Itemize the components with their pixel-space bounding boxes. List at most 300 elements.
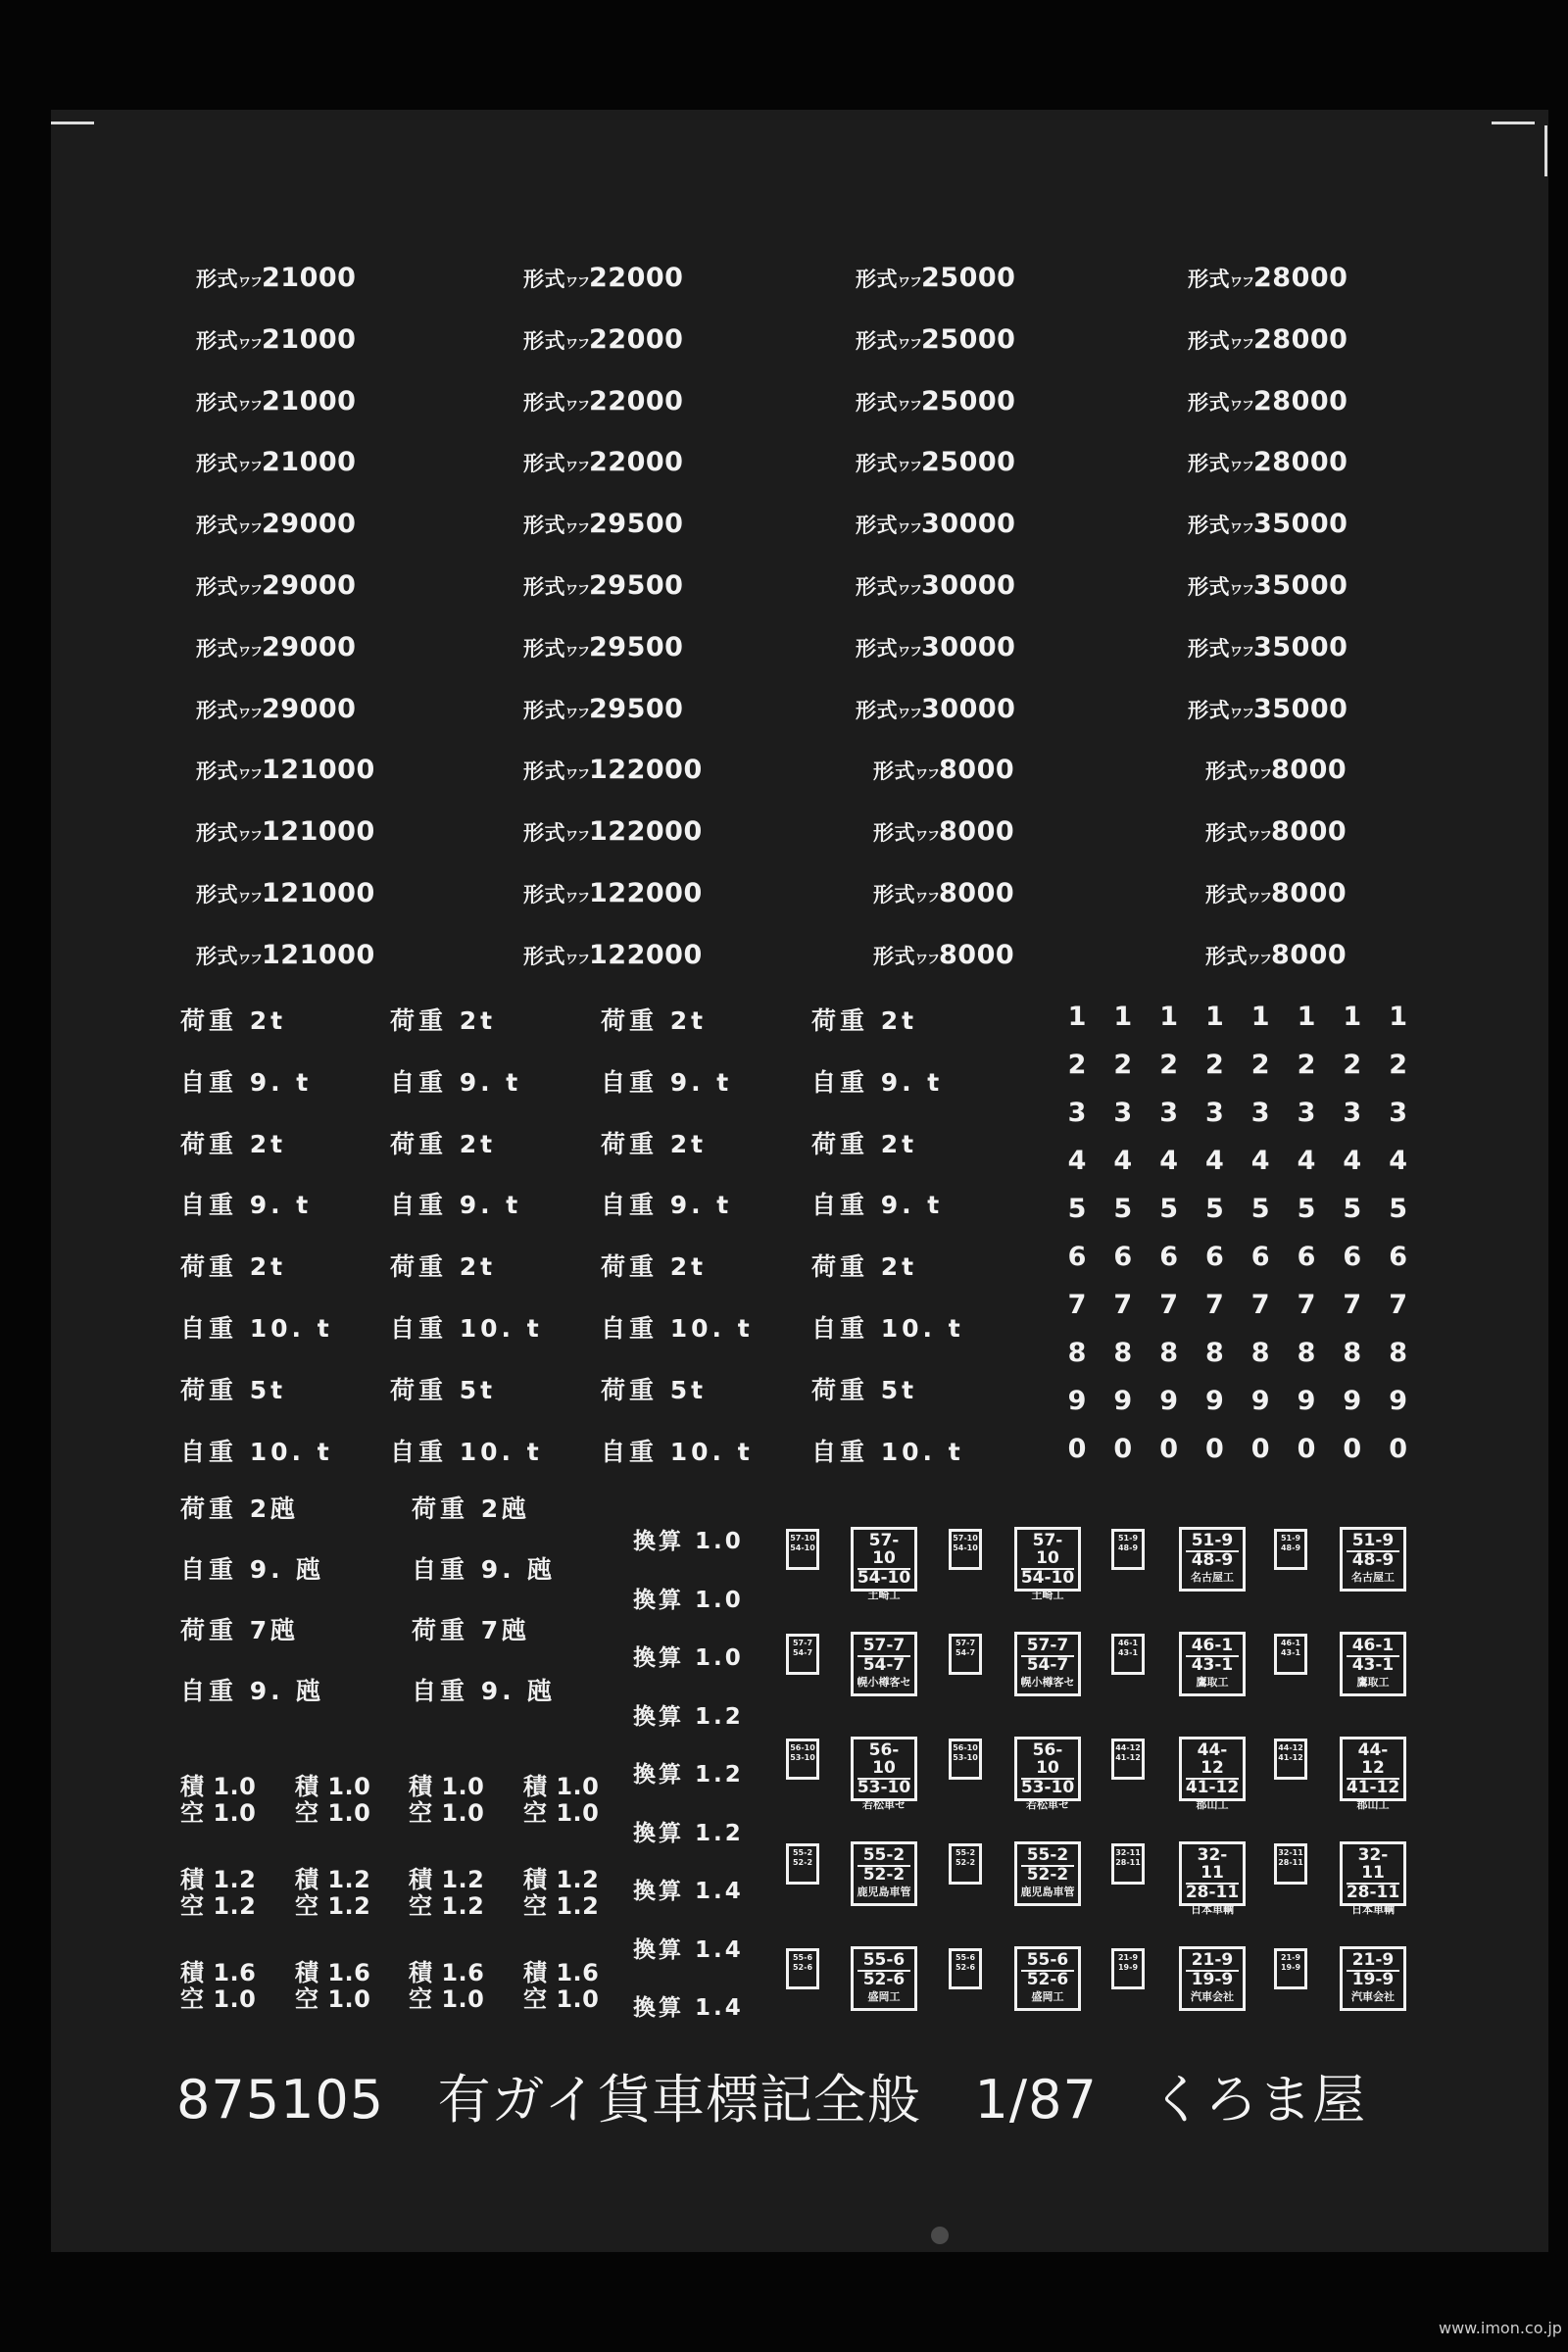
small-plate-bottom: 41-12 [1278, 1753, 1303, 1762]
digit-cell: 9 [1159, 1386, 1178, 1416]
type-marking [196, 816, 375, 847]
type-kana: ワフ [238, 829, 263, 845]
type-prefix: 形式 [873, 883, 915, 906]
type-number: 28000 [1253, 263, 1348, 293]
type-marking [873, 816, 1014, 847]
type-prefix: 形式 [1188, 452, 1230, 476]
type-kana: ワフ [238, 275, 263, 290]
type-kana: ワフ [238, 706, 263, 721]
plate-line-3: 日本車輌 [1351, 1902, 1395, 1916]
conversion-marking: 換算 1.4 [633, 1936, 744, 1963]
plate-line-3: 幌小樽客セ [1020, 1675, 1075, 1689]
conversion-marking: 換算 1.4 [633, 1995, 744, 2021]
digit-cell: 5 [1389, 1194, 1407, 1224]
digit-cell: 0 [1343, 1434, 1362, 1464]
digit-cell: 9 [1113, 1386, 1133, 1416]
weight-marking: 荷重 5t [390, 1375, 497, 1404]
sheet-edge-mark [1544, 125, 1547, 176]
type-kana: ワフ [898, 460, 922, 475]
type-marking [1188, 447, 1348, 477]
type-prefix: 形式 [523, 328, 565, 353]
digit-cell: 7 [1067, 1290, 1087, 1320]
ratio-loaded: 積 1.0 [180, 1773, 257, 1800]
plate-line-2: 54-7 [862, 1654, 906, 1675]
conversion-marking: 換算 1.0 [633, 1529, 744, 1554]
type-number: 35000 [1253, 693, 1348, 724]
type-marking [856, 447, 1015, 477]
small-plate [1111, 1634, 1145, 1675]
type-marking [523, 509, 683, 539]
plate-line-1: 51-9 [1347, 1533, 1399, 1552]
plate-line-2: 53-10 [1020, 1777, 1075, 1797]
type-number: 25000 [921, 447, 1016, 478]
type-marking [196, 263, 356, 293]
type-kana: ワフ [238, 460, 263, 475]
type-number: 29500 [589, 693, 684, 724]
digit-cell: 0 [1250, 1434, 1270, 1464]
type-marking [196, 632, 356, 662]
koku-marking: 荷重 7瓲 [180, 1616, 300, 1644]
small-plate-bottom: 53-10 [790, 1753, 815, 1762]
weight-marking: 自重 10. t [180, 1314, 333, 1343]
sheet-title [176, 2058, 1366, 2133]
type-marking [1188, 386, 1348, 416]
plate-line-1: 56-10 [858, 1742, 910, 1780]
small-plate [786, 1948, 819, 1989]
decal-sheet [51, 110, 1548, 2252]
brake-ratio-marking [180, 1774, 256, 1827]
inspection-plate [851, 1737, 917, 1811]
weight-marking: 荷重 2t [811, 1252, 918, 1282]
weight-marking: 自重 9. t [601, 1191, 733, 1220]
digit-cell: 0 [1159, 1434, 1178, 1464]
small-plate-top: 32-11 [1115, 1848, 1141, 1857]
digit-cell: 3 [1343, 1098, 1362, 1128]
digit-cell: 9 [1343, 1386, 1362, 1416]
type-marking [856, 509, 1015, 539]
type-number: 122000 [589, 939, 703, 970]
plate-line-1: 44-12 [1347, 1742, 1399, 1780]
small-plate [1274, 1843, 1307, 1885]
type-prefix: 形式 [1188, 698, 1230, 722]
type-kana: ワフ [565, 829, 590, 845]
inspection-plate [1014, 1841, 1081, 1906]
digit-cell: 0 [1204, 1434, 1224, 1464]
digit-cell: 9 [1297, 1386, 1316, 1416]
type-kana: ワフ [565, 891, 590, 906]
type-prefix: 形式 [1188, 268, 1230, 291]
digit-cell: 4 [1067, 1146, 1087, 1176]
digit-cell: 6 [1297, 1242, 1316, 1272]
type-marking [196, 940, 375, 970]
digit-cell: 2 [1067, 1050, 1087, 1080]
type-prefix: 形式 [196, 452, 238, 476]
type-kana: ワフ [238, 521, 263, 537]
ratio-empty: 空 1.0 [295, 1799, 371, 1827]
type-marking [1205, 878, 1347, 908]
ratio-empty: 空 1.2 [409, 1892, 485, 1920]
ratio-loaded: 積 1.2 [180, 1866, 257, 1893]
small-plate [786, 1739, 819, 1780]
small-plate-bottom: 54-7 [792, 1648, 813, 1657]
type-number: 29000 [262, 693, 357, 724]
type-prefix: 形式 [196, 698, 238, 722]
scale-label: 1/87 [974, 2069, 1098, 2131]
type-prefix: 形式 [196, 575, 238, 599]
type-kana: ワフ [898, 521, 922, 537]
type-marking [856, 570, 1015, 601]
koku-marking: 自重 9. 瓲 [180, 1677, 325, 1705]
type-marking [523, 694, 683, 724]
small-plate [786, 1634, 819, 1675]
maker-label: くろま屋 [1151, 2069, 1367, 2131]
plate-line-2: 54-10 [1020, 1567, 1075, 1588]
small-plate [1274, 1634, 1307, 1675]
plate-line-2: 52-6 [1026, 1969, 1069, 1989]
type-prefix: 形式 [523, 944, 565, 968]
type-number: 8000 [939, 816, 1015, 848]
weight-marking: 荷重 2t [180, 1006, 287, 1035]
digit-cell: 4 [1297, 1146, 1316, 1176]
type-kana: ワフ [1230, 583, 1254, 598]
type-prefix: 形式 [856, 328, 898, 353]
type-prefix: 形式 [523, 760, 565, 784]
digit-cell: 1 [1250, 1002, 1270, 1032]
digit-cell: 5 [1250, 1194, 1270, 1224]
type-prefix: 形式 [856, 636, 898, 661]
type-prefix: 形式 [856, 452, 898, 476]
small-plate-top: 44-12 [1278, 1743, 1303, 1752]
ratio-loaded: 積 1.6 [180, 1959, 257, 1986]
digit-cell: 7 [1343, 1290, 1362, 1320]
digit-cell: 7 [1297, 1290, 1316, 1320]
type-prefix: 形式 [873, 760, 915, 784]
digit-cell: 1 [1389, 1002, 1407, 1032]
type-marking [873, 755, 1014, 785]
ratio-empty: 空 1.2 [180, 1892, 257, 1920]
weight-marking: 荷重 2t [811, 1006, 918, 1035]
ratio-empty: 空 1.0 [409, 1985, 485, 2013]
plate-line-2: 43-1 [1351, 1654, 1395, 1675]
plate-line-2: 54-7 [1026, 1654, 1069, 1675]
digit-cell: 4 [1159, 1146, 1178, 1176]
ratio-empty: 空 1.0 [523, 1985, 600, 2013]
weight-marking: 荷重 2t [390, 1252, 497, 1282]
digit-cell: 8 [1297, 1338, 1316, 1368]
plate-line-3: 名古屋工 [1351, 1570, 1395, 1584]
digit-cell: 2 [1113, 1050, 1133, 1080]
small-plate-bottom: 43-1 [1117, 1648, 1139, 1657]
weight-marking: 自重 10. t [390, 1437, 543, 1466]
small-plate-top: 55-2 [792, 1848, 813, 1857]
type-kana: ワフ [565, 644, 590, 660]
type-prefix: 形式 [856, 698, 898, 722]
digit-cell: 8 [1159, 1338, 1178, 1368]
type-number: 8000 [939, 939, 1015, 970]
plate-line-3: 鷹取工 [1196, 1675, 1229, 1689]
inspection-plate [1340, 1632, 1406, 1696]
plate-line-3: 若松車セ [1026, 1797, 1069, 1811]
plate-line-3: 日本車輌 [1191, 1902, 1234, 1916]
plate-line-2: 48-9 [1191, 1549, 1234, 1570]
type-marking [523, 816, 703, 847]
brake-ratio-marking [180, 1867, 256, 1920]
plate-line-3: 郡山工 [1196, 1797, 1229, 1811]
plate-line-3: 名古屋工 [1191, 1570, 1234, 1584]
small-plate-bottom: 48-9 [1117, 1544, 1139, 1552]
plate-line-3: 幌小樽客セ [857, 1675, 911, 1689]
type-number: 8000 [939, 878, 1015, 908]
type-kana: ワフ [915, 767, 940, 783]
type-prefix: 形式 [523, 883, 565, 906]
sheet-dot [931, 2227, 949, 2244]
type-marking [856, 324, 1015, 355]
digit-cell: 8 [1389, 1338, 1407, 1368]
type-prefix: 形式 [196, 390, 238, 415]
digit-cell: 8 [1067, 1338, 1087, 1368]
type-kana: ワフ [898, 583, 922, 598]
type-number: 28000 [1253, 447, 1348, 478]
digit-cell: 9 [1389, 1386, 1407, 1416]
type-prefix: 形式 [523, 390, 565, 415]
inspection-plate [1340, 1946, 1406, 2011]
digit-cell: 9 [1250, 1386, 1270, 1416]
plate-line-1: 46-1 [1186, 1638, 1239, 1657]
plate-line-1: 57-10 [858, 1533, 910, 1570]
brake-ratio-marking [409, 1960, 484, 2013]
type-number: 29000 [262, 570, 357, 601]
type-kana: ワフ [915, 891, 940, 906]
digit-cell: 0 [1297, 1434, 1316, 1464]
type-number: 22000 [589, 447, 684, 478]
digit-cell: 2 [1159, 1050, 1178, 1080]
brake-ratio-marking [180, 1960, 256, 2013]
ratio-empty: 空 1.2 [523, 1892, 600, 1920]
weight-marking: 荷重 2t [601, 1129, 708, 1158]
weight-marking: 自重 10. t [180, 1437, 333, 1466]
type-marking [196, 386, 356, 416]
type-number: 28000 [1253, 385, 1348, 416]
inspection-plate [1340, 1737, 1406, 1811]
small-plate-top: 51-9 [1117, 1534, 1139, 1543]
plate-line-1: 21-9 [1347, 1952, 1399, 1972]
digit-cell: 6 [1343, 1242, 1362, 1272]
type-marking [856, 263, 1015, 293]
digit-cell: 4 [1389, 1146, 1407, 1176]
type-prefix: 形式 [856, 268, 898, 291]
type-marking [856, 694, 1015, 724]
type-number: 22000 [589, 263, 684, 293]
digit-cell: 6 [1204, 1242, 1224, 1272]
plate-line-2: 52-2 [1026, 1864, 1069, 1885]
type-number: 8000 [1271, 816, 1348, 848]
type-marking [196, 447, 356, 477]
digit-cell: 3 [1113, 1098, 1133, 1128]
type-kana: ワフ [1248, 952, 1272, 967]
small-plate [949, 1634, 982, 1675]
digit-cell: 3 [1297, 1098, 1316, 1128]
small-plate-top: 21-9 [1280, 1953, 1301, 1962]
digit-cell: 7 [1204, 1290, 1224, 1320]
digit-cell: 0 [1113, 1434, 1133, 1464]
type-kana: ワフ [1230, 521, 1254, 537]
digit-cell: 0 [1389, 1434, 1407, 1464]
small-plate [1111, 1739, 1145, 1780]
ratio-empty: 空 1.0 [409, 1799, 485, 1827]
plate-line-1: 51-9 [1186, 1533, 1239, 1552]
plate-line-3: 土崎工 [1031, 1588, 1064, 1601]
type-prefix: 形式 [873, 821, 915, 846]
type-number: 30000 [921, 693, 1016, 724]
plate-line-1: 44-12 [1186, 1742, 1239, 1780]
type-kana: ワフ [238, 644, 263, 660]
ratio-empty: 空 1.0 [295, 1985, 371, 2013]
type-kana: ワフ [238, 952, 263, 967]
small-plate-top: 57-10 [790, 1534, 815, 1543]
type-kana: ワフ [238, 583, 263, 598]
small-plate [1111, 1843, 1145, 1885]
type-marking [1188, 263, 1348, 293]
type-kana: ワフ [898, 275, 922, 290]
type-kana: ワフ [565, 706, 590, 721]
plate-line-2: 41-12 [1346, 1777, 1400, 1797]
digit-cell: 3 [1159, 1098, 1178, 1128]
brake-ratio-marking [295, 1774, 370, 1827]
type-number: 22000 [589, 323, 684, 355]
digit-cell: 4 [1343, 1146, 1362, 1176]
plate-line-1: 57-7 [858, 1638, 910, 1657]
type-number: 8000 [1271, 878, 1348, 908]
type-number: 29500 [589, 570, 684, 601]
type-kana: ワフ [565, 460, 590, 475]
type-number: 22000 [589, 385, 684, 416]
plate-line-1: 55-2 [1021, 1847, 1074, 1867]
small-plate-bottom: 41-12 [1115, 1753, 1141, 1762]
weight-marking: 荷重 2t [180, 1252, 287, 1282]
plate-line-1: 55-6 [858, 1952, 910, 1972]
digit-cell: 6 [1159, 1242, 1178, 1272]
type-marking [523, 940, 703, 970]
type-marking [856, 632, 1015, 662]
type-prefix: 形式 [1205, 760, 1248, 784]
type-number: 122000 [589, 878, 703, 908]
plate-line-1: 21-9 [1186, 1952, 1239, 1972]
type-prefix: 形式 [196, 328, 238, 353]
small-plate-bottom: 19-9 [1280, 1963, 1301, 1972]
type-kana: ワフ [1248, 767, 1272, 783]
inspection-plate [1179, 1527, 1246, 1592]
digit-cell: 6 [1113, 1242, 1133, 1272]
small-plate-top: 44-12 [1115, 1743, 1141, 1752]
type-number: 25000 [921, 263, 1016, 293]
small-plate-bottom: 52-6 [955, 1963, 976, 1972]
conversion-marking: 換算 1.4 [633, 1879, 744, 1904]
type-number: 28000 [1253, 323, 1348, 355]
plate-line-2: 28-11 [1346, 1882, 1400, 1902]
type-number: 8000 [939, 755, 1015, 786]
type-number: 121000 [262, 939, 375, 970]
weight-marking: 自重 9. t [180, 1067, 313, 1097]
type-kana: ワフ [1230, 706, 1254, 721]
digit-cell: 5 [1113, 1194, 1133, 1224]
type-kana: ワフ [238, 398, 263, 414]
small-plate-bottom: 48-9 [1280, 1544, 1301, 1552]
ratio-loaded: 積 1.2 [295, 1866, 371, 1893]
small-plate-bottom: 28-11 [1278, 1858, 1303, 1867]
small-plate-top: 56-10 [953, 1743, 978, 1752]
type-marking [523, 632, 683, 662]
type-marking [196, 509, 356, 539]
type-prefix: 形式 [196, 514, 238, 538]
plate-line-3: 郡山工 [1356, 1797, 1390, 1811]
type-number: 8000 [1271, 939, 1348, 970]
type-number: 29500 [589, 631, 684, 662]
plate-line-3: 鷹取工 [1356, 1675, 1390, 1689]
type-marking [196, 570, 356, 601]
site-credit: www.imon.co.jp [1439, 2319, 1562, 2337]
type-prefix: 形式 [523, 452, 565, 476]
digit-cell: 2 [1297, 1050, 1316, 1080]
digit-cell: 8 [1113, 1338, 1133, 1368]
digit-cell: 1 [1204, 1002, 1224, 1032]
digit-cell: 5 [1159, 1194, 1178, 1224]
digit-cell: 0 [1067, 1434, 1087, 1464]
plate-line-2: 19-9 [1351, 1969, 1395, 1989]
type-marking [873, 878, 1014, 908]
type-marking [523, 263, 683, 293]
type-number: 35000 [1253, 570, 1348, 601]
type-kana: ワフ [565, 275, 590, 290]
type-kana: ワフ [1248, 829, 1272, 845]
type-number: 29000 [262, 631, 357, 662]
ratio-loaded: 積 1.6 [523, 1959, 600, 1986]
inspection-plate [851, 1632, 917, 1696]
digit-cell: 9 [1067, 1386, 1087, 1416]
plate-line-2: 53-10 [857, 1777, 911, 1797]
plate-line-3: 鹿児島車管 [857, 1885, 911, 1898]
type-number: 25000 [921, 385, 1016, 416]
digit-cell: 2 [1389, 1050, 1407, 1080]
type-marking [1188, 324, 1348, 355]
digit-cell: 3 [1067, 1098, 1087, 1128]
brake-ratio-marking [523, 1774, 599, 1827]
type-prefix: 形式 [1188, 575, 1230, 599]
small-plate-top: 57-7 [792, 1639, 813, 1647]
weight-marking: 自重 9. t [811, 1067, 944, 1097]
type-kana: ワフ [565, 521, 590, 537]
type-marking [1205, 755, 1347, 785]
type-marking [1188, 509, 1348, 539]
type-number: 30000 [921, 509, 1016, 540]
type-prefix: 形式 [196, 883, 238, 906]
small-plate-bottom: 54-10 [790, 1544, 815, 1552]
weight-marking: 荷重 5t [180, 1375, 287, 1404]
product-code: 875105 [176, 2069, 385, 2131]
plate-line-2: 41-12 [1185, 1777, 1240, 1797]
type-number: 29500 [589, 509, 684, 540]
type-kana: ワフ [565, 767, 590, 783]
type-prefix: 形式 [523, 268, 565, 291]
koku-marking: 自重 9. 瓲 [412, 1555, 557, 1584]
type-marking [196, 878, 375, 908]
ratio-loaded: 積 1.0 [295, 1773, 371, 1800]
plate-line-2: 28-11 [1185, 1882, 1240, 1902]
type-kana: ワフ [565, 398, 590, 414]
plate-line-2: 52-6 [862, 1969, 906, 1989]
weight-marking: 自重 9. t [390, 1191, 522, 1220]
weight-marking: 荷重 2t [390, 1006, 497, 1035]
digit-cell: 6 [1067, 1242, 1087, 1272]
